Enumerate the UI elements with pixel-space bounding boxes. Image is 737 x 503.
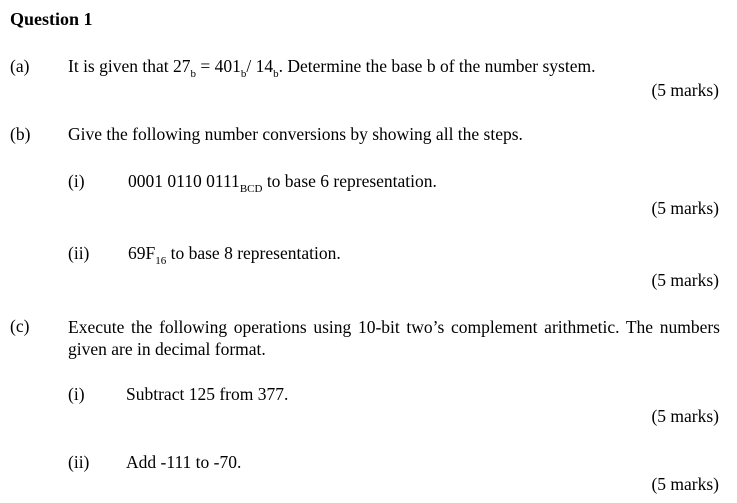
part-c-i-marks: (5 marks): [651, 406, 719, 426]
part-c-label: (c): [10, 316, 30, 336]
part-b-i-label: (i): [68, 171, 85, 191]
part-c-i-label: (i): [68, 384, 85, 404]
part-b-i-text: 0001 0110 $0111_{BCD}$ to base 6 representation.: [128, 171, 437, 195]
part-c-ii-marks: (5 marks): [651, 474, 719, 494]
part-c-i-text: Subtract 125 from 377.: [126, 384, 289, 404]
part-b-ii-label: (ii): [68, 243, 90, 263]
part-a-text: It is given that $27_b = 401_b/$ $14_b$. Determine the base b of the number system.: [68, 56, 596, 80]
part-c-ii-label: (ii): [68, 452, 90, 472]
part-b-text: Give the following number conversions by showing all the steps.: [68, 124, 523, 144]
part-a-marks: (5 marks): [651, 80, 719, 100]
part-c-text: Execute the following operations using 10-bit two’s complement arithmetic. The numbers given are in decimal format.: [68, 317, 720, 359]
part-b-i-marks: (5 marks): [651, 198, 719, 218]
question-title: Question 1: [10, 9, 93, 29]
part-b-label: (b): [10, 124, 31, 144]
part-b-ii-marks: (5 marks): [651, 270, 719, 290]
part-a-label: (a): [10, 56, 30, 76]
part-b-ii-text: $69F_{16}$ to base 8 representation.: [128, 243, 341, 267]
part-c-ii-text: Add -111 to -70.: [126, 452, 242, 472]
